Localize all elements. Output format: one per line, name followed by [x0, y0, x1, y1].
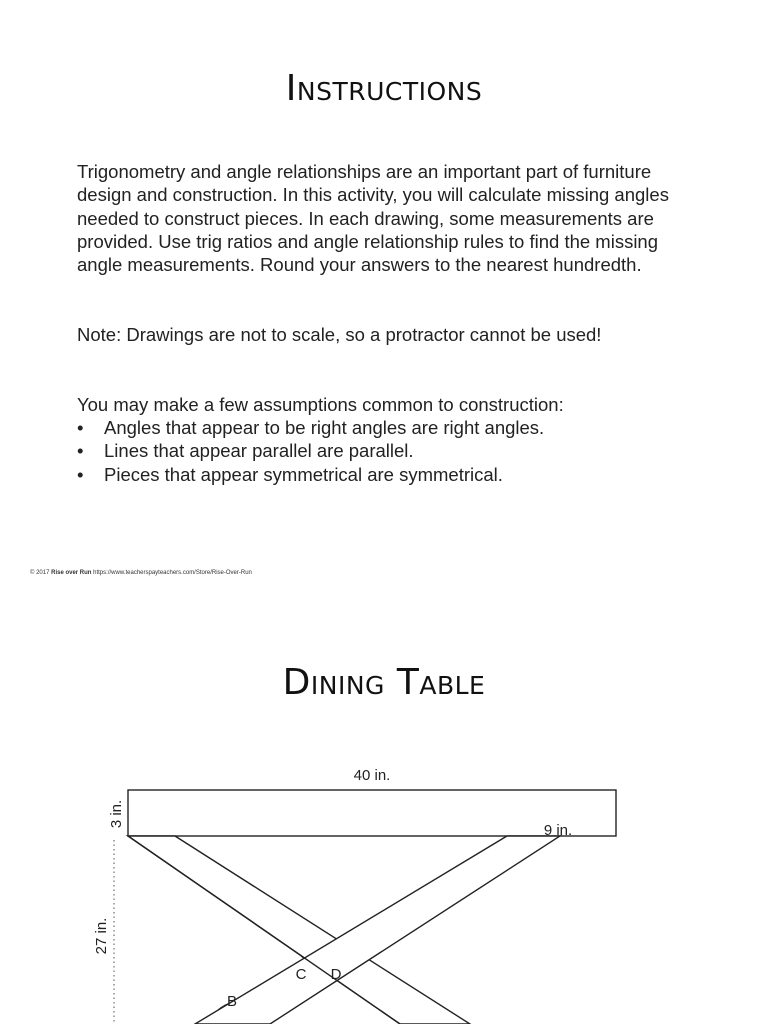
list-item-text: Lines that appear parallel are parallel. — [104, 440, 414, 462]
dining-table-diagram — [0, 740, 768, 1024]
list-item-text: Angles that appear to be right angles are right angles. — [104, 417, 545, 438]
list-item-text: Pieces that appear symmetrical are symmetrical. — [104, 463, 503, 485]
assumptions-list — [77, 416, 544, 486]
tabletop — [128, 790, 616, 836]
copyright-year: © 2017 — [30, 570, 50, 576]
instructions-title: Instructions — [285, 68, 483, 109]
dim-offset-label: 9 in. — [543, 822, 573, 839]
angle-label-b: B — [226, 993, 238, 1010]
bullet-icon: • — [77, 440, 84, 462]
dining-table-title: Dining Table — [282, 662, 486, 703]
list-item — [77, 416, 544, 439]
dim-height-label: 27 in. — [93, 917, 110, 955]
list-item — [77, 439, 544, 462]
angle-label-c: C — [295, 966, 307, 983]
list-item — [77, 463, 544, 486]
dim-thickness-label: 3 in. — [108, 799, 125, 829]
bullet-icon: • — [77, 417, 84, 438]
assumptions-paragraph: You may make a few assumptions common to construction: — [77, 394, 564, 415]
note-paragraph: Note: Drawings are not to scale, so a protractor cannot be used! — [77, 324, 602, 345]
intro-paragraph: Trigonometry and angle relationships are an important part of furniture design and construction. In this activity, you will calculate missing angles needed to construct pieces. In each drawing, some measurements are provided. Use trig ratios and angle relationship rules to find the missing angle measurements. Round your answers to the nearest hundredth. — [77, 161, 669, 276]
store-url[interactable]: https://www.teacherspayteachers.com/Store/Rise-Over-Run — [93, 570, 252, 576]
dim-top-label: 40 in. — [353, 767, 391, 784]
angle-label-d: D — [330, 966, 342, 983]
brand-name: Rise over Run — [51, 570, 92, 576]
bullet-icon: • — [77, 463, 84, 485]
copyright-footer — [30, 570, 252, 576]
